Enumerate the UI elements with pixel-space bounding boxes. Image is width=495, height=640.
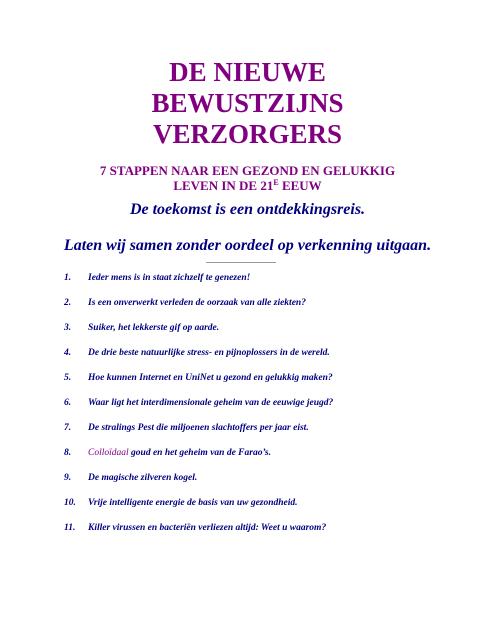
item-number: 1. (64, 273, 72, 283)
document-subtitle (0, 163, 495, 193)
subtitle-line-2-end: EEUW (278, 178, 322, 193)
subtitle-line-2-main: LEVEN IN DE 21 (173, 178, 274, 193)
item-number: 7. (64, 423, 72, 433)
list-item (0, 320, 495, 336)
list-item (0, 395, 495, 411)
list-item (0, 270, 495, 286)
subtitle-line-2 (0, 178, 495, 193)
item-text: De stralings Pest die miljoenen slachtoffers per jaar eist. (88, 423, 309, 433)
divider-line (206, 262, 276, 263)
item-number: 8. (64, 448, 72, 458)
list-item (0, 345, 495, 361)
tagline-secondary: Laten wij samen zonder oordeel op verkenning uitgaan. (63, 237, 432, 254)
item-text: Is een onverwerkt verleden de oorzaak van alle ziekten? (88, 298, 306, 308)
item-number: 4. (64, 348, 72, 358)
document-title (0, 57, 495, 150)
tagline: De toekomst is een ontdekkingsreis. (129, 201, 366, 218)
item-number: 5. (64, 373, 72, 383)
list-item (0, 470, 495, 486)
item-text: De drie beste natuurlijke stress- en pijnoplossers in de wereld. (88, 348, 330, 358)
list-item (0, 420, 495, 436)
list-item (0, 295, 495, 311)
item-number: 6. (64, 398, 72, 408)
item-text: Suiker, het lekkerste gif op aarde. (88, 323, 220, 333)
title-line-2: BEWUSTZIJNS (151, 88, 344, 118)
list-item (0, 495, 495, 511)
list-item (0, 370, 495, 386)
item-text: Vrije intelligente energie de basis van uw gezondheid. (88, 498, 298, 508)
title-line-1: DE NIEUWE (169, 57, 326, 87)
item-text: De magische zilveren kogel. (88, 473, 198, 483)
list-item (0, 445, 495, 461)
list-item (0, 520, 495, 536)
item-text: Waar ligt het interdimensionale geheim van de eeuwige jeugd? (88, 398, 334, 408)
subtitle-superscript: E (273, 178, 279, 187)
title-line-3: VERZORGERS (152, 119, 343, 149)
subtitle-line-1: 7 STAPPEN NAAR EEN GEZOND EN GELUKKIG (99, 163, 396, 178)
item-text: Killer virussen en bacteriën verliezen altijd: Weet u waarom? (88, 523, 327, 533)
item-text: Hoe kunnen Internet en UniNet u gezond en gelukkig maken? (88, 373, 333, 383)
item-number: 10. (64, 498, 76, 508)
item-text-rest: goud en het geheim van de Farao’s. (128, 448, 271, 458)
item-text: Ieder mens is in staat zichzelf te genezen! (88, 273, 251, 283)
item-number: 11. (64, 523, 76, 533)
item-number: 3. (64, 323, 72, 333)
item-text-highlight: Colloïdaal (88, 448, 129, 458)
item-number: 2. (64, 298, 72, 308)
item-number: 9. (64, 473, 72, 483)
item-text (88, 445, 271, 461)
